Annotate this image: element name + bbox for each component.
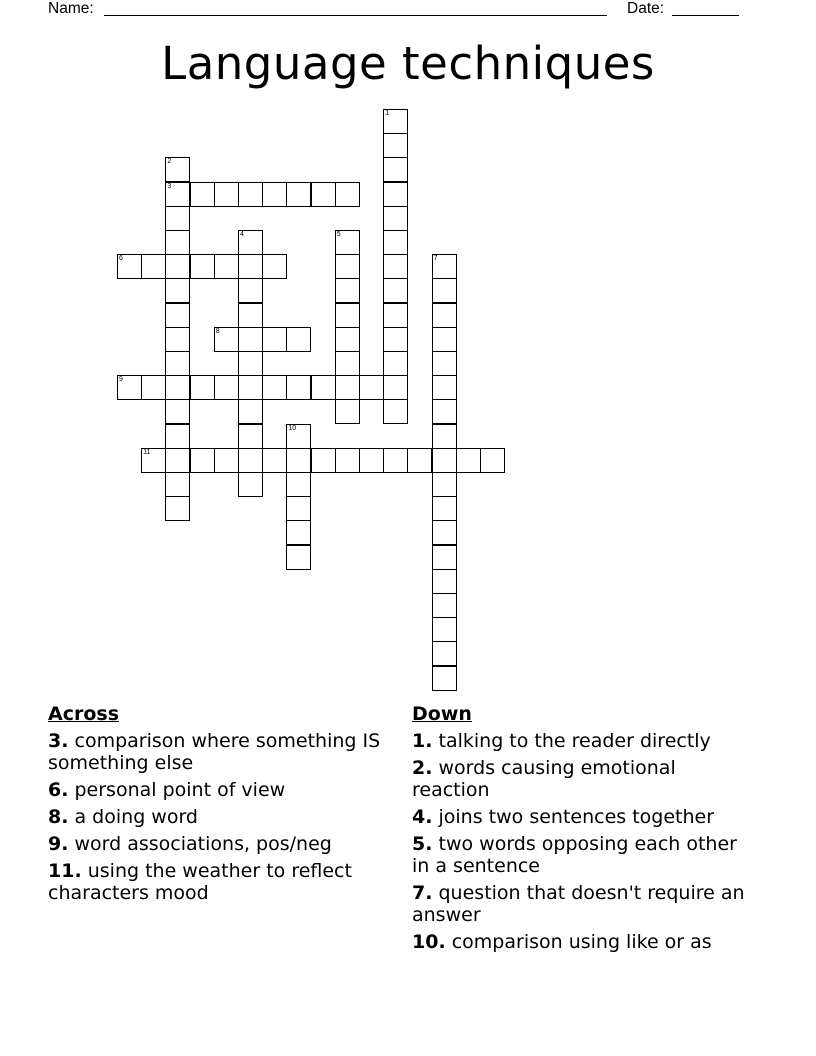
grid-cell[interactable] (383, 254, 408, 279)
clue-number: 6. (48, 779, 69, 801)
grid-cell[interactable] (238, 230, 263, 255)
grid-cell[interactable] (383, 206, 408, 231)
grid-cell[interactable] (432, 375, 457, 400)
grid-cell[interactable] (262, 327, 287, 352)
clue-down-2 (412, 757, 757, 801)
grid-cell[interactable] (432, 472, 457, 497)
grid-cell[interactable] (165, 303, 190, 328)
grid-cell[interactable] (214, 448, 239, 473)
clue-number-label: 2 (167, 158, 172, 166)
clue-text: comparison using like or as (451, 931, 712, 953)
grid-cell[interactable] (383, 448, 408, 473)
clue-text: personal point of view (74, 779, 286, 801)
grid-cell[interactable] (117, 375, 142, 400)
clue-down-1 (412, 730, 757, 752)
clue-text: two words opposing each other in a sentence (412, 833, 737, 877)
clue-number-label: 8 (215, 327, 220, 335)
grid-cell[interactable] (165, 496, 190, 521)
grid-cell[interactable] (165, 327, 190, 352)
grid-cell[interactable] (165, 375, 190, 400)
grid-cell[interactable] (165, 230, 190, 255)
grid-cell[interactable] (383, 351, 408, 376)
clue-across-3 (48, 730, 393, 774)
grid-cell[interactable] (214, 375, 239, 400)
across-heading: Across (48, 703, 120, 725)
clue-number: 11. (48, 860, 82, 882)
clue-across-11 (48, 860, 393, 904)
grid-cell[interactable] (335, 254, 360, 279)
grid-cell[interactable] (335, 303, 360, 328)
grid-cell[interactable] (432, 254, 457, 279)
grid-cell[interactable] (335, 278, 360, 303)
grid-cell[interactable] (262, 448, 287, 473)
grid-cell[interactable] (262, 254, 287, 279)
clue-number: 2. (412, 757, 433, 779)
grid-cell[interactable] (383, 133, 408, 158)
grid-cell[interactable] (214, 254, 239, 279)
clue-down-4 (412, 806, 757, 828)
grid-cell[interactable] (432, 278, 457, 303)
grid-cell[interactable] (117, 254, 142, 279)
clue-text: joins two sentences together (438, 806, 715, 828)
grid-cell[interactable] (165, 472, 190, 497)
clue-text: words causing emotional reaction (412, 757, 676, 801)
grid-cell[interactable] (432, 399, 457, 424)
grid-cell[interactable] (190, 375, 215, 400)
grid-cell[interactable] (480, 448, 505, 473)
grid-cell[interactable] (383, 182, 408, 207)
grid-cell[interactable] (165, 206, 190, 231)
grid-cell[interactable] (359, 448, 384, 473)
grid-cell[interactable] (407, 448, 432, 473)
clue-number-label: 3 (167, 182, 172, 190)
date-label: Date: (627, 0, 665, 17)
clue-text: question that doesn't require an answer (412, 882, 745, 926)
grid-cell[interactable] (165, 157, 190, 182)
clue-number: 4. (412, 806, 433, 828)
grid-cell[interactable] (432, 303, 457, 328)
grid-cell[interactable] (432, 641, 457, 666)
grid-cell[interactable] (335, 230, 360, 255)
grid-cell[interactable] (238, 375, 263, 400)
page-title: Language techniques (161, 37, 655, 90)
grid-cell[interactable] (165, 448, 190, 473)
grid-cell[interactable] (238, 472, 263, 497)
grid-cell[interactable] (335, 375, 360, 400)
grid-cell[interactable] (238, 182, 263, 207)
grid-cell[interactable] (432, 666, 457, 691)
grid-cell[interactable] (383, 399, 408, 424)
clue-number-label: 1 (385, 110, 390, 117)
clue-across-8 (48, 806, 393, 828)
grid-cell[interactable] (335, 351, 360, 376)
grid-cell[interactable] (432, 520, 457, 545)
grid-cell[interactable] (238, 303, 263, 328)
grid-cell[interactable] (359, 375, 384, 400)
grid-cell[interactable] (432, 351, 457, 376)
name-label: Name: (48, 0, 94, 17)
grid-cell[interactable] (432, 545, 457, 570)
grid-cell[interactable] (286, 327, 311, 352)
grid-cell[interactable] (238, 278, 263, 303)
grid-cell[interactable] (311, 182, 336, 207)
clue-number-label: 6 (119, 255, 123, 263)
grid-cell[interactable] (286, 472, 311, 497)
grid-cell[interactable] (383, 157, 408, 182)
grid-cell[interactable] (286, 496, 311, 521)
grid-cell[interactable] (383, 375, 408, 400)
grid-cell[interactable] (262, 182, 287, 207)
grid-cell[interactable] (335, 399, 360, 424)
grid-cell[interactable] (238, 448, 263, 473)
clue-number-label: 7 (433, 255, 438, 263)
clue-across-9 (48, 833, 393, 855)
clue-down-7 (412, 882, 757, 926)
clue-text: talking to the reader directly (438, 730, 711, 752)
clue-down-5 (412, 833, 757, 877)
grid-cell[interactable] (311, 375, 336, 400)
grid-cell[interactable] (286, 182, 311, 207)
grid-cell[interactable] (141, 375, 166, 400)
grid-cell[interactable] (141, 254, 166, 279)
grid-cell[interactable] (165, 278, 190, 303)
grid-cell[interactable] (383, 327, 408, 352)
grid-cell[interactable] (165, 399, 190, 424)
grid-cell[interactable] (238, 424, 263, 449)
grid-cell[interactable] (238, 254, 263, 279)
grid-cell[interactable] (190, 254, 215, 279)
clue-number: 3. (48, 730, 69, 752)
grid-cell[interactable] (432, 617, 457, 642)
grid-cell[interactable] (286, 375, 311, 400)
clue-number-label: 4 (240, 231, 244, 238)
clue-text: using the weather to reflect characters mood (48, 860, 352, 904)
grid-cell[interactable] (165, 182, 190, 207)
clue-text: word associations, pos/neg (74, 833, 332, 855)
clue-number: 10. (412, 931, 446, 953)
grid-cell[interactable] (383, 278, 408, 303)
grid-cell[interactable] (335, 327, 360, 352)
clue-across-6 (48, 779, 393, 801)
grid-cell[interactable] (432, 569, 457, 594)
grid-cell[interactable] (262, 375, 287, 400)
grid-cell[interactable] (383, 230, 408, 255)
grid-cell[interactable] (214, 182, 239, 207)
grid-cell[interactable] (141, 448, 166, 473)
grid-cell[interactable] (432, 424, 457, 449)
clue-number-label: 11 (143, 448, 151, 456)
grid-cell[interactable] (335, 182, 360, 207)
grid-cell[interactable] (165, 351, 190, 376)
down-heading: Down (412, 703, 472, 725)
grid-cell[interactable] (432, 327, 457, 352)
grid-cell[interactable] (432, 496, 457, 521)
grid-cell[interactable] (383, 303, 408, 328)
grid-cell[interactable] (432, 448, 457, 473)
clue-number: 9. (48, 833, 69, 855)
clue-text: comparison where something IS something else (48, 730, 381, 774)
grid-cell[interactable] (165, 254, 190, 279)
grid-cell[interactable] (238, 327, 263, 352)
grid-cell[interactable] (286, 545, 311, 570)
clue-number-label: 5 (336, 231, 341, 238)
grid-cell[interactable] (432, 593, 457, 618)
clue-number: 5. (412, 833, 433, 855)
grid-cell[interactable] (383, 109, 408, 134)
down-clues (412, 702, 757, 958)
grid-cell[interactable] (190, 182, 215, 207)
grid-cell[interactable] (286, 448, 311, 473)
grid-cell[interactable] (238, 351, 263, 376)
across-clues (48, 702, 393, 909)
clue-number-label: 9 (119, 376, 123, 384)
grid-cell[interactable] (214, 327, 239, 352)
clue-number: 8. (48, 806, 69, 828)
grid-cell[interactable] (238, 399, 263, 424)
grid-cell[interactable] (335, 448, 360, 473)
clue-number: 7. (412, 882, 433, 904)
clue-number-label: 10 (288, 424, 297, 432)
grid-cell[interactable] (311, 448, 336, 473)
grid-cell[interactable] (456, 448, 481, 473)
clue-text: a doing word (74, 806, 198, 828)
clue-number: 1. (412, 730, 433, 752)
grid-cell[interactable] (286, 424, 311, 449)
grid-cell[interactable] (165, 424, 190, 449)
grid-cell[interactable] (286, 520, 311, 545)
clue-down-10 (412, 931, 757, 953)
grid-cell[interactable] (190, 448, 215, 473)
